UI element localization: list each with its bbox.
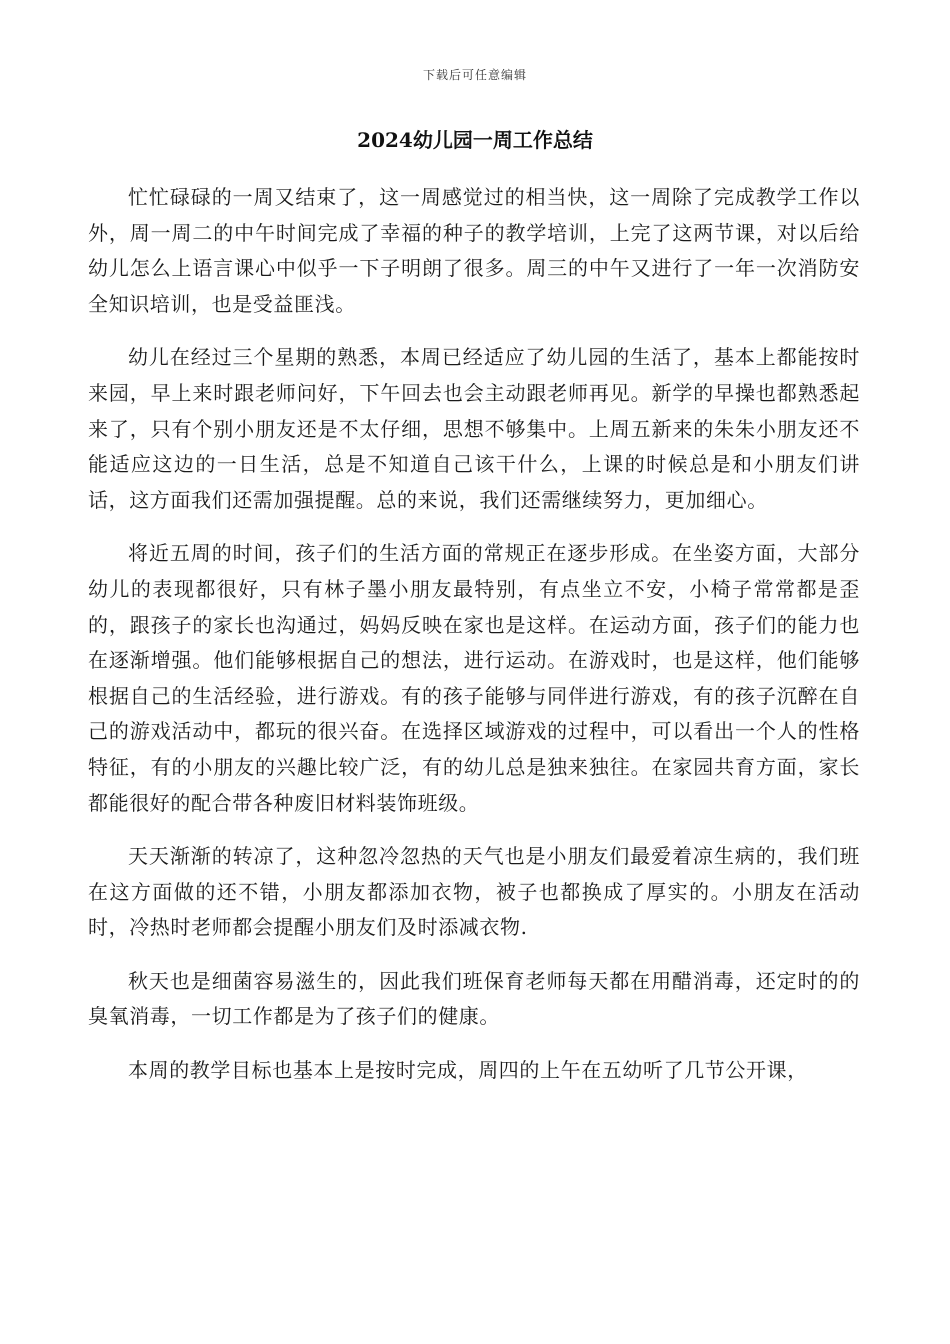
paragraph-2: 幼儿在经过三个星期的熟悉，本周已经适应了幼儿园的生活了，基本上都能按时来园，早上来时跟老师问好，下午回去也会主动跟老师再见。新学的早操也都熟悉起来了，只有个别小朋友还是不太仔细，思想不够集中。上周五新来的朱朱小朋友还不能适应这边的一日生活，总是不知道自己该干什么，上课的时候总是和小朋友们讲话，这方面我们还需加强提醒。总的来说，我们还需继续努力，更加细心。 <box>88 345 860 512</box>
paragraph-4: 天天渐渐的转凉了，这种忽冷忽热的天气也是小朋友们最爱着凉生病的，我们班在这方面做的还不错，小朋友都添加衣物，被子也都换成了厚实的。小朋友在活动时，冷热时老师都会提醒小朋友们及时添减衣物. <box>88 844 860 940</box>
paragraph-6: 本周的教学目标也基本上是按时完成，周四的上午在五幼听了几节公开课， <box>128 1058 808 1083</box>
document-title: 2024幼儿园一周工作总结 <box>357 128 593 152</box>
paragraph-5: 秋天也是细菌容易滋生的，因此我们班保育老师每天都在用醋消毒，还定时的的臭氧消毒，一切工作都是为了孩子们的健康。 <box>88 968 860 1029</box>
header-note: 下载后可任意编辑 <box>422 68 527 82</box>
document-body <box>88 180 860 1107</box>
paragraph-3: 将近五周的时间，孩子们的生活方面的常规正在逐步形成。在坐姿方面，大部分幼儿的表现都很好，只有林子墨小朋友最特别，有点坐立不安，小椅子常常都是歪的，跟孩子的家长也沟通过，妈妈反映在家也是这样。在运动方面，孩子们的能力也在逐渐增强。他们能够根据自己的想法，进行运动。在游戏时，也是这样，他们能够根据自己的生活经验，进行游戏。有的孩子能够与同伴进行游戏，有的孩子沉醉在自己的游戏活动中，都玩的很兴奋。在选择区域游戏的过程中，可以看出一个人的性格特征，有的小朋友的兴趣比较广泛，有的幼儿总是独来独往。在家园共育方面，家长都能很好的配合带各种废旧材料装饰班级。 <box>88 541 860 815</box>
paragraph-1: 忙忙碌碌的一周又结束了，这一周感觉过的相当快，这一周除了完成教学工作以外，周一周二的中午时间完成了幸福的种子的教学培训，上完了这两节课，对以后给幼儿怎么上语言课心中似乎一下子明朗了很多。周三的中午又进行了一年一次消防安全知识培训，也是受益匪浅。 <box>88 185 860 316</box>
